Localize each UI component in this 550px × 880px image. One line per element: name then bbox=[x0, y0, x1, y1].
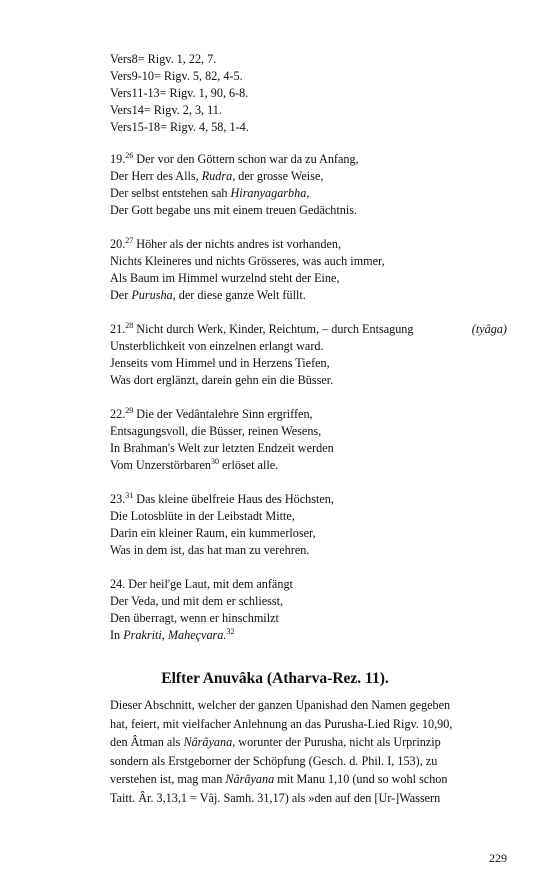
verse-text: Nicht durch Werk, Kinder, Reichtum, – durch Entsagung bbox=[136, 322, 414, 336]
verse-text: Die der Vedântalehre Sinn ergriffen, bbox=[136, 407, 313, 421]
verse-23 bbox=[110, 491, 507, 559]
verse-number: 23. bbox=[110, 492, 126, 506]
verse-text-italic: Hiranyagarbha, bbox=[230, 186, 310, 200]
verse-line bbox=[110, 321, 507, 338]
footnote-marker: 32 bbox=[226, 627, 235, 636]
verse-line: Der Gott begabe uns mit einem treuen Gedächtnis. bbox=[110, 203, 358, 217]
verse-number: 22. bbox=[110, 407, 126, 421]
paragraph-line bbox=[110, 733, 507, 752]
paragraph-line bbox=[110, 789, 507, 808]
verse-line: Jenseits vom Himmel und in Herzens Tiefen, bbox=[110, 356, 330, 370]
verse-reference: Vers11-13= Rigv. 1, 90, 6-8. bbox=[110, 86, 249, 100]
verse-line bbox=[110, 491, 507, 508]
prose-text: hat, feiert, mit vielfacher Anlehnung an das Purusha-Lied Rigv. 10,90, bbox=[110, 716, 453, 731]
paragraph-line bbox=[110, 696, 507, 715]
verse-number: 21. bbox=[110, 322, 126, 336]
verse-text: Der selbst entstehen sah bbox=[110, 186, 228, 200]
verse-line bbox=[110, 287, 507, 304]
verse-text-italic: Purusha, bbox=[131, 288, 176, 302]
section-heading: Elfter Anuvâka (Atharva-Rez. 11). bbox=[161, 670, 389, 687]
verse-number: 19. bbox=[110, 152, 126, 166]
paragraph-line bbox=[110, 715, 507, 734]
verse-line: Den überragt, wenn er hinschmilzt bbox=[110, 611, 279, 625]
paragraph-line bbox=[110, 770, 507, 789]
verse-references bbox=[110, 51, 507, 136]
verse-text: Der Herr des Alls, bbox=[110, 169, 199, 183]
page-number: 229 bbox=[489, 851, 507, 865]
body-paragraph bbox=[110, 696, 507, 808]
verse-text: Der bbox=[110, 288, 129, 302]
footnote-marker: 29 bbox=[125, 406, 134, 415]
verse-20 bbox=[110, 236, 507, 304]
verse-text bbox=[110, 321, 413, 338]
verse-text: Das kleine übelfreie Haus des Höchsten, bbox=[136, 492, 334, 506]
verse-number: 20. bbox=[110, 237, 126, 251]
verse-line: Unsterblichkeit von einzelnen erlangt ward. bbox=[110, 339, 324, 353]
verse-text: Vom Unzerstörbaren bbox=[110, 458, 211, 472]
verse-line bbox=[110, 406, 507, 423]
verse-text: der grosse Weise, bbox=[238, 169, 324, 183]
prose-text: worunter der Purusha, nicht als Urprinzip bbox=[235, 735, 441, 750]
verse-line: In Brahman's Welt zur letzten Endzeit werden bbox=[110, 441, 334, 455]
verse-line bbox=[110, 627, 507, 644]
footnote-marker: 30 bbox=[210, 457, 219, 466]
verse-line bbox=[110, 151, 507, 168]
verse-reference: Vers8= Rigv. 1, 22, 7. bbox=[110, 52, 217, 66]
verse-line: Darin ein kleiner Raum, ein kummerloser, bbox=[110, 526, 316, 540]
verse-line: Entsagungsvoll, die Büsser, reinen Wesens, bbox=[110, 424, 322, 438]
verse-line: Nichts Kleineres und nichts Grösseres, was auch immer, bbox=[110, 254, 385, 268]
verse-line: Als Baum im Himmel wurzelnd steht der Eine, bbox=[110, 271, 340, 285]
prose-text bbox=[110, 733, 441, 752]
prose-text: verstehen ist, mag man bbox=[110, 772, 226, 787]
verse-19 bbox=[110, 151, 507, 219]
prose-text: Taitt. Âr. 3,13,1 = Vâj. Samh. 31,17) als »den auf den [Ur-]Wassern bbox=[110, 790, 441, 805]
prose-text: Dieser Abschnitt, welcher der ganzen Upanishad den Namen gegeben bbox=[110, 698, 451, 712]
footnote-marker: 26 bbox=[125, 151, 134, 160]
prose-text bbox=[110, 770, 448, 789]
verse-text: erlöset alle. bbox=[222, 458, 279, 472]
footnote-marker: 28 bbox=[125, 321, 134, 330]
footnote-marker: 31 bbox=[125, 491, 134, 500]
verse-reference: Vers15-18= Rigv. 4, 58, 1-4. bbox=[110, 120, 249, 134]
verse-line: Der Veda, und mit dem er schliesst, bbox=[110, 594, 284, 608]
prose-text: sondern als Erstgeborner der Schöpfung (Gesch. d. Phil. I, 153), zu bbox=[110, 753, 438, 768]
verse-text: Der vor den Göttern schon war da zu Anfang, bbox=[136, 152, 359, 166]
verse-line bbox=[110, 185, 507, 202]
verse-text-italic: (tyâga) bbox=[471, 322, 507, 336]
verse-line: Die Lotosblüte in der Leibstadt Mitte, bbox=[110, 509, 295, 523]
verse-line bbox=[110, 236, 507, 253]
verse-text-italic: Rudra, bbox=[201, 169, 236, 183]
verse-line: Was in dem ist, das hat man zu verehren. bbox=[110, 543, 310, 557]
footnote-marker: 27 bbox=[125, 236, 134, 245]
verse-text: Höher als der nichts andres ist vorhanden, bbox=[136, 237, 342, 251]
verse-reference: Vers9-10= Rigv. 5, 82, 4-5. bbox=[110, 69, 243, 83]
prose-text-italic: Nârâyana bbox=[225, 772, 275, 787]
verse-reference: Vers14= Rigv. 2, 3, 11. bbox=[110, 103, 222, 117]
verse-text-italic: Prakriti, Maheçvara. bbox=[123, 628, 227, 642]
verse-line: Was dort erglänzt, darein gehn ein die Büsser. bbox=[110, 373, 334, 387]
verse-24 bbox=[110, 576, 507, 644]
verse-line bbox=[110, 168, 507, 185]
paragraph-line bbox=[110, 752, 507, 771]
verse-22 bbox=[110, 406, 507, 474]
verse-text: In bbox=[110, 628, 121, 642]
verse-line bbox=[110, 457, 507, 474]
verse-text: der diese ganze Welt füllt. bbox=[178, 288, 306, 302]
verse-line: 24. Der heil'ge Laut, mit dem anfängt bbox=[110, 577, 293, 591]
prose-text: den Âtman als bbox=[110, 735, 184, 750]
prose-text-italic: Nârâyana, bbox=[183, 735, 236, 750]
prose-text: mit Manu 1,10 (und so wohl schon bbox=[274, 772, 448, 787]
verse-21 bbox=[110, 321, 507, 389]
